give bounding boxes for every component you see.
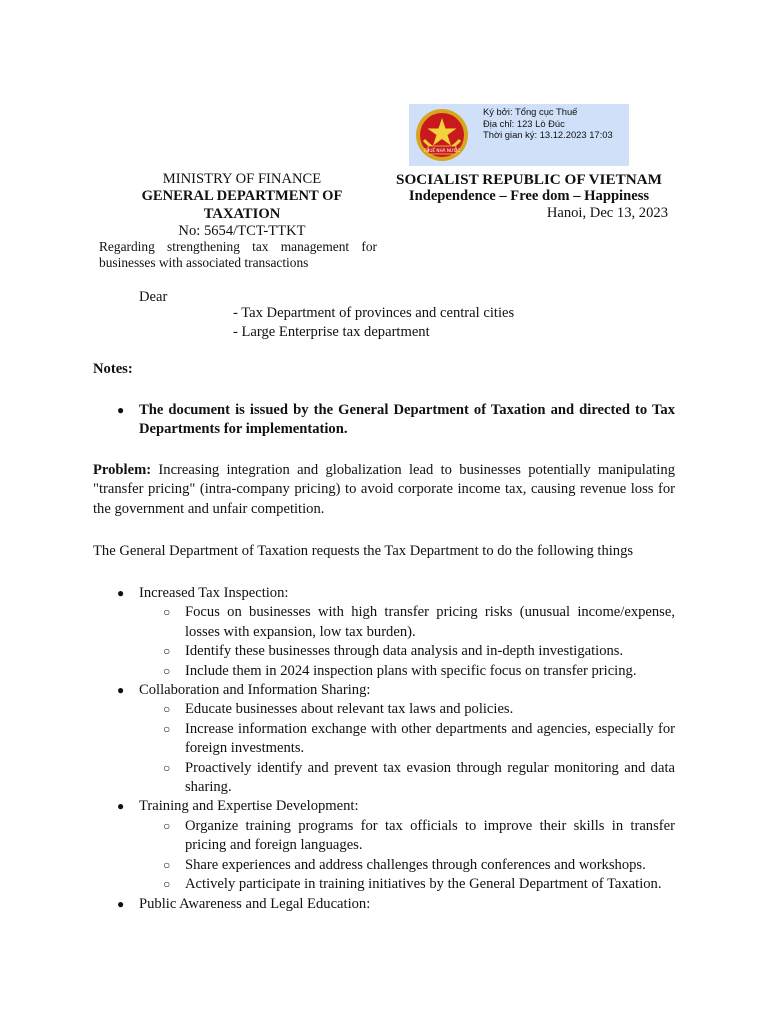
list-item	[93, 720, 675, 759]
sub-item-text: Organize training programs for tax officials to improve their skills in transfer pricing and foreign languages.	[185, 817, 675, 854]
national-header	[380, 171, 678, 206]
bullet-icon: ●	[117, 586, 125, 600]
action-title: Collaboration and Information Sharing:	[139, 682, 371, 699]
recipient-item: - Tax Department of provinces and central cities	[233, 305, 515, 321]
list-item	[93, 875, 675, 894]
state-emblem-icon	[415, 108, 469, 162]
problem-text: Increasing integration and globalization lead to businesses potentially manipulating "transfer pricing" (intra-company pricing) to avoid corporate income tax, causing revenue loss for the government and unfair competition.	[93, 462, 675, 517]
circle-bullet-icon: ○	[163, 702, 171, 717]
bullet-icon: ●	[117, 403, 125, 417]
sub-item-text: Focus on businesses with high transfer pricing risks (unusual income/expense, losses with expansion, low tax burden).	[185, 604, 675, 640]
circle-bullet-icon: ○	[163, 663, 171, 678]
sub-item-text: Include them in 2024 inspection plans with specific focus on transfer pricing.	[185, 662, 637, 679]
notes-heading: Notes:	[93, 361, 133, 377]
stamp-signed-by: Ký bởi: Tổng cục Thuế	[483, 106, 578, 117]
list-item	[93, 584, 675, 681]
sub-item-text: Increase information exchange with other departments and agencies, especially for foreign investments.	[185, 720, 675, 757]
issuer-header	[92, 171, 392, 241]
national-motto: Independence – Free dom – Happiness	[408, 188, 650, 205]
stamp-address: Địa chỉ: 123 Lò Đúc	[483, 117, 565, 129]
document-number: No: 5654/TCT-TTKT	[178, 223, 306, 240]
sub-list	[93, 817, 675, 895]
country-name: SOCIALIST REPUBLIC OF VIETNAM	[396, 171, 662, 188]
list-item	[93, 759, 675, 798]
sub-item-text: Proactively identify and prevent tax evasion through regular monitoring and data sharing.	[185, 759, 675, 796]
circle-bullet-icon: ○	[163, 857, 171, 872]
list-item	[93, 856, 675, 875]
emblem-label: THUẾ NHÀ NƯỚC	[423, 148, 461, 153]
sub-list	[93, 603, 675, 681]
notes-bullet: The document is issued by the General Department of Taxation and directed to Tax Departments for implementation.	[139, 402, 675, 438]
list-item	[93, 700, 675, 719]
bullet-icon: ●	[117, 896, 125, 911]
document-date: Hanoi, Dec 13, 2023	[546, 205, 668, 221]
list-item	[93, 797, 675, 894]
sub-item-text: Identify these businesses through data analysis and in-depth investigations.	[185, 643, 624, 660]
document-subject: Regarding strengthening tax management for businesses with associated transactions	[99, 239, 377, 270]
circle-bullet-icon: ○	[163, 605, 171, 620]
recipient-item: - Large Enterprise tax department	[233, 324, 430, 341]
circle-bullet-icon: ○	[163, 877, 171, 892]
circle-bullet-icon: ○	[163, 760, 171, 775]
sub-item-text: Share experiences and address challenges through conferences and workshops.	[185, 856, 646, 873]
circle-bullet-icon: ○	[163, 818, 171, 833]
bullet-icon: ●	[117, 799, 125, 814]
action-title: Increased Tax Inspection:	[139, 585, 289, 601]
action-title: Training and Expertise Development:	[139, 798, 359, 815]
digital-signature-stamp	[409, 104, 629, 166]
department-name: GENERAL DEPARTMENT OF TAXATION	[141, 188, 343, 222]
list-item	[93, 662, 675, 681]
circle-bullet-icon: ○	[163, 721, 171, 736]
salutation: Dear	[139, 289, 168, 305]
list-item	[93, 642, 675, 661]
sub-list	[93, 700, 675, 797]
list-item	[93, 895, 675, 914]
stamp-sign-time: Thời gian ký: 13.12.2023 17:03	[483, 129, 613, 140]
ministry-name: MINISTRY OF FINANCE	[162, 171, 322, 187]
problem-paragraph	[93, 461, 675, 519]
action-list	[93, 584, 675, 914]
list-item	[93, 681, 675, 797]
recipient-list	[233, 304, 514, 343]
list-item	[93, 603, 675, 642]
list-item	[93, 817, 675, 856]
sub-item-text: Educate businesses about relevant tax laws and policies.	[185, 701, 514, 718]
problem-label: Problem:	[93, 462, 152, 478]
request-paragraph: The General Department of Taxation requests the Tax Department to do the following things	[93, 543, 634, 559]
action-title: Public Awareness and Legal Education:	[139, 895, 371, 912]
circle-bullet-icon: ○	[163, 644, 171, 659]
sub-item-text: Actively participate in training initiatives by the General Department of Taxation.	[185, 876, 662, 893]
bullet-icon: ●	[117, 683, 125, 698]
